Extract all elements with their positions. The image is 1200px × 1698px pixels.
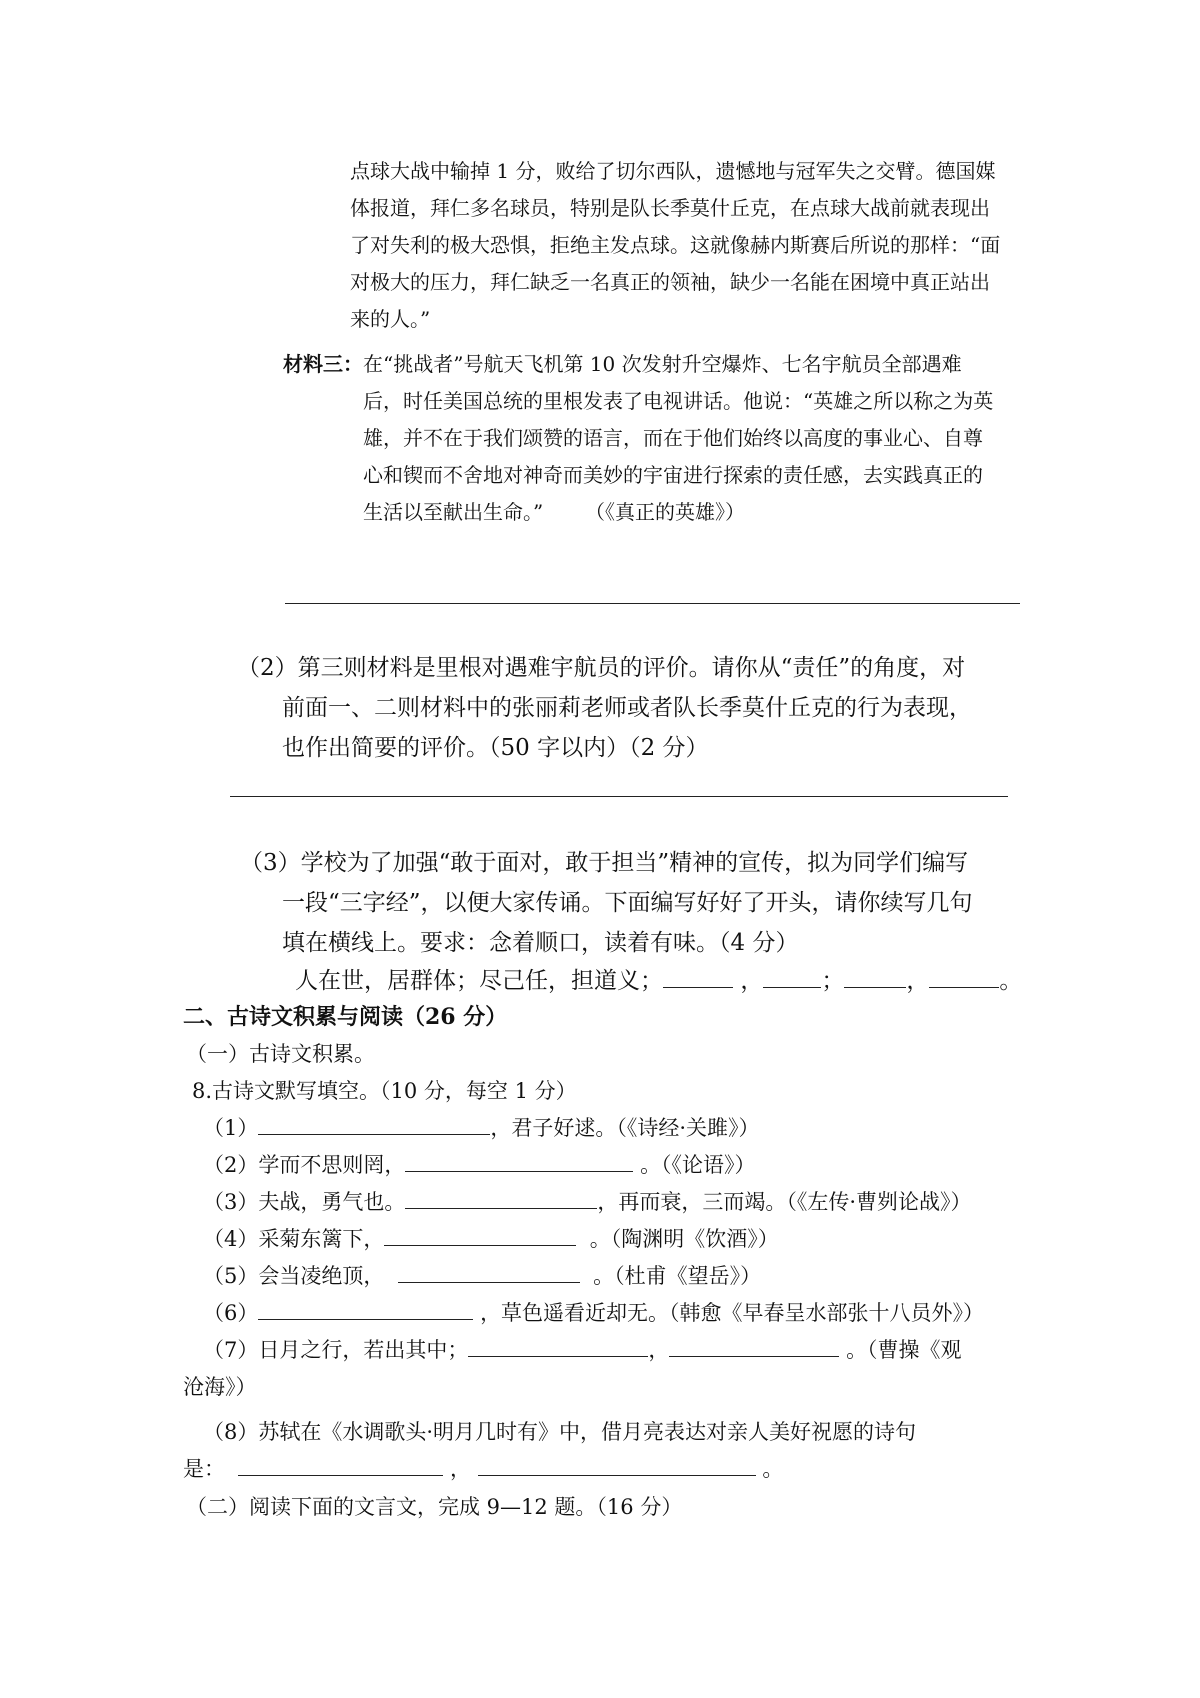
- fill-item-2-text: （2）学而不思则罔，: [203, 1153, 406, 1177]
- material-3-line-5: 生活以至献出生命。”: [363, 500, 544, 524]
- fill-blank-6[interactable]: [258, 1298, 473, 1320]
- fill-blank-8b[interactable]: [478, 1454, 756, 1476]
- fill-item-1: [203, 1111, 760, 1146]
- question-2-line-2: 前面一、二则材料中的张丽莉老师或者队长季莫什丘克的行为表现，: [282, 695, 972, 721]
- fill-item-6-rest: ，草色遥看近却无。（韩愈《早春呈水部张十八员外》）: [480, 1301, 985, 1325]
- fill-item-1-rest: ，君子好逑。（《诗经·关雎》）: [490, 1116, 760, 1140]
- fill-item-5: [203, 1259, 761, 1294]
- fill-item-4-rest: 。（陶渊明《饮酒》）: [589, 1227, 779, 1251]
- fill-blank-7b[interactable]: [669, 1335, 839, 1357]
- fill-item-3-rest: ，再而衰，三而竭。（《左传·曹刿论战》）: [597, 1190, 972, 1214]
- fill-item-8-end: 。: [762, 1457, 784, 1481]
- answer-line-2[interactable]: [230, 796, 1008, 797]
- material-2-line-1: 点球大战中输掉 1 分，败给了切尔西队，遗憾地与冠军失之交臂。德国媒: [350, 159, 996, 183]
- material-2-line-5: 来的人。”: [350, 307, 431, 331]
- fill-item-8-mid: ，: [450, 1457, 472, 1481]
- section-2-sub-1: （一）古诗文积累。: [186, 1042, 375, 1066]
- answer-line-1[interactable]: [285, 603, 1020, 604]
- fill-item-1-num: （1）: [203, 1116, 259, 1140]
- fill-item-8-lead: 是：: [183, 1457, 225, 1481]
- fill-item-7-rest: 。（曹操《观: [846, 1338, 962, 1362]
- question-2-line-1: （2）第三则材料是里根对遇难宇航员的评价。请你从“责任”的角度，对: [237, 655, 966, 681]
- material-3-line-4: 心和锲而不舍地对神奇而美妙的宇宙进行探索的责任感，去实践真正的: [363, 463, 983, 487]
- fill-blank-2[interactable]: [405, 1150, 633, 1172]
- fill-blank-1[interactable]: [258, 1113, 490, 1135]
- fill-blank-4[interactable]: [384, 1224, 576, 1246]
- fill-item-8-line-2: [183, 1452, 783, 1487]
- fill-blank-8a[interactable]: [238, 1454, 443, 1476]
- fill-item-6-num: （6）: [203, 1301, 259, 1325]
- material-3-line-2: 后，时任美国总统的里根发表了电视讲话。他说：“英雄之所以称之为英: [363, 389, 994, 413]
- question-3-line-2: 一段“三字经”，以便大家传诵。下面编写好好了开头，请你续写几句: [282, 890, 973, 916]
- fill-item-2-rest: 。（《论语》）: [640, 1153, 756, 1177]
- verse-blank-3[interactable]: [844, 964, 906, 988]
- fill-blank-5[interactable]: [398, 1261, 580, 1283]
- fill-blank-7a[interactable]: [468, 1335, 648, 1357]
- fill-item-3-text: （3）夫战，勇气也。: [203, 1190, 406, 1214]
- section-2-sub-2: （二）阅读下面的文言文，完成 9—12 题。（16 分）: [186, 1495, 683, 1519]
- fill-item-5-text: （5）会当凌绝顶，: [203, 1264, 385, 1288]
- fill-blank-3[interactable]: [405, 1187, 597, 1209]
- fill-item-5-rest: 。（杜甫《望岳》）: [593, 1264, 762, 1288]
- fill-item-8-line-1: （8）苏轼在《水调歌头·明月几时有》中，借月亮表达对亲人美好祝愿的诗句: [203, 1420, 917, 1444]
- fill-item-7-text: （7）日月之行，若出其中；: [203, 1338, 469, 1362]
- fill-item-4-text: （4）采菊东篱下，: [203, 1227, 385, 1251]
- material-3-line-1: 在“挑战者”号航天飞机第 10 次发射升空爆炸、七名宇航员全部遇难: [363, 352, 962, 376]
- fill-item-7: [203, 1333, 962, 1368]
- question-3-line-1: （3）学校为了加强“敢于面对，敢于担当”精神的宣传，拟为同学们编写: [240, 850, 969, 876]
- question-3-verse: [295, 962, 1022, 1000]
- question-8-title: 8.古诗文默写填空。（10 分，每空 1 分）: [192, 1079, 577, 1103]
- verse-blank-4[interactable]: [929, 964, 999, 988]
- fill-item-4: [203, 1222, 779, 1257]
- fill-item-7-continued: 沧海》）: [183, 1375, 257, 1399]
- verse-comma-2: ，: [906, 968, 930, 994]
- material-2-line-3: 了对失利的极大恐惧，拒绝主发点球。这就像赫内斯赛后所说的那样：“面: [350, 233, 1001, 257]
- verse-semicolon: ；: [821, 968, 845, 994]
- section-2-title: 二、古诗文积累与阅读（26 分）: [183, 1004, 508, 1030]
- verse-end: 。: [999, 968, 1023, 994]
- verse-comma-1: ，: [740, 968, 764, 994]
- fill-item-6: [203, 1296, 984, 1331]
- question-2-line-3: 也作出简要的评价。（50 字以内）（2 分）: [282, 735, 709, 761]
- material-3-line-3: 雄，并不在于我们颂赞的语言，而在于他们始终以高度的事业心、自尊: [363, 426, 983, 450]
- verse-start: 人在世，居群体；尽己任，担道义；: [295, 968, 663, 994]
- material-3-source: （《真正的英雄》）: [585, 500, 745, 524]
- verse-blank-2[interactable]: [763, 964, 821, 988]
- material-2-line-2: 体报道，拜仁多名球员，特别是队长季莫什丘克，在点球大战前就表现出: [350, 196, 990, 220]
- fill-item-7-mid: ，: [648, 1338, 670, 1362]
- question-3-line-3: 填在横线上。要求：念着顺口，读着有味。（4 分）: [282, 930, 799, 956]
- fill-item-3: [203, 1185, 972, 1220]
- verse-blank-1[interactable]: [663, 964, 733, 988]
- material-3-label: 材料三：: [283, 352, 363, 376]
- fill-item-2: [203, 1148, 756, 1183]
- material-2-line-4: 对极大的压力，拜仁缺乏一名真正的领袖，缺少一名能在困境中真正站出: [350, 270, 990, 294]
